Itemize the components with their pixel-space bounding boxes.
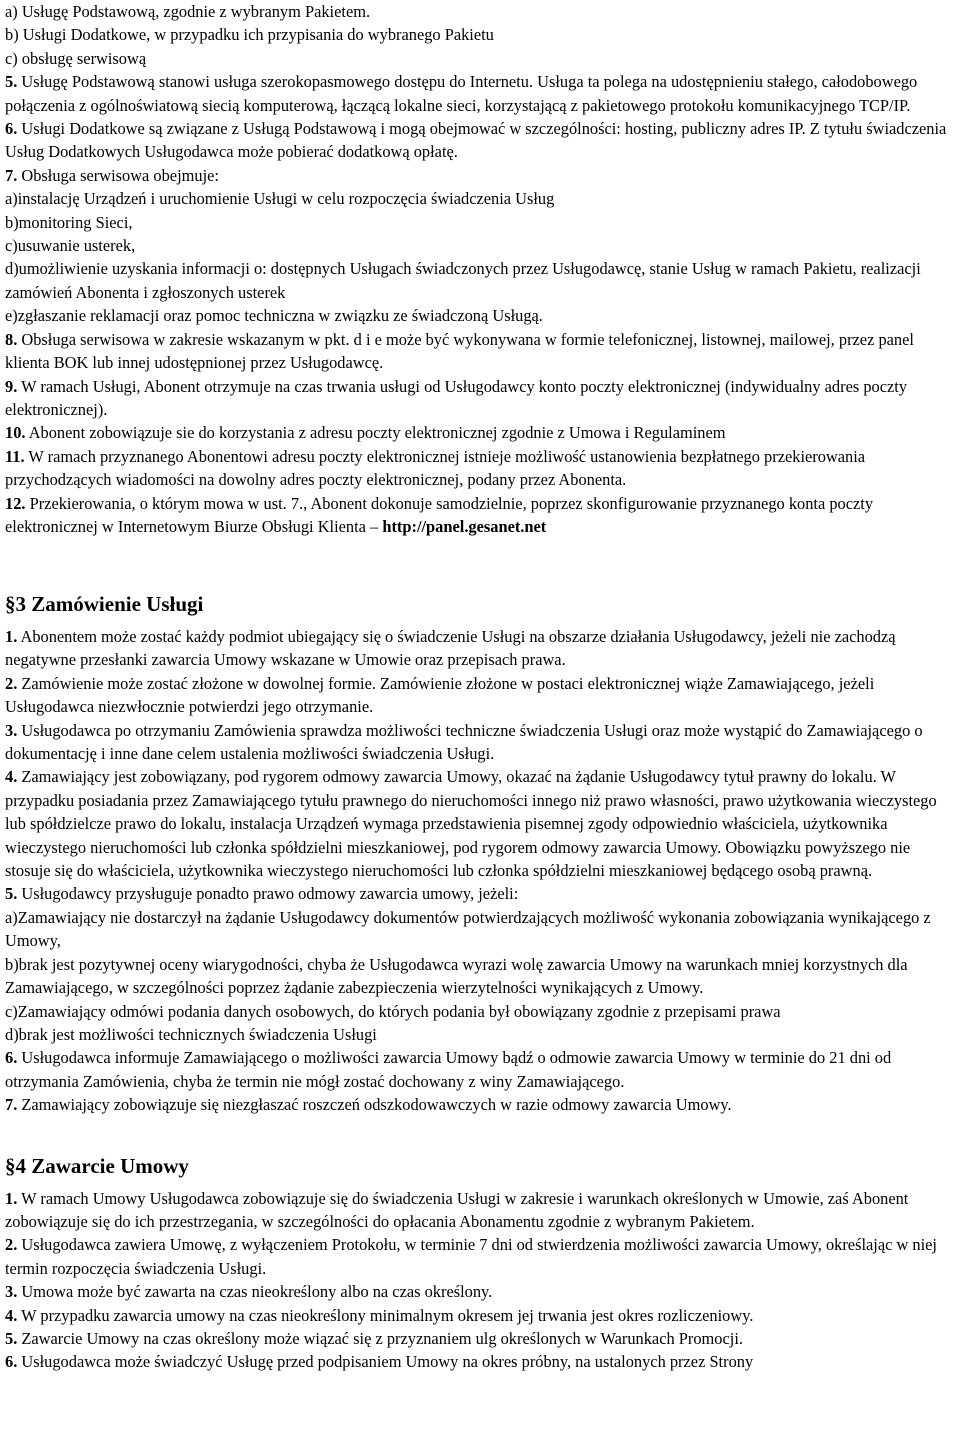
paragraph-text: b) Usługi Dodatkowe, w przypadku ich przypisania do wybranego Pakietu: [5, 25, 494, 45]
paragraph: [5, 23, 958, 46]
paragraph: [5, 625, 958, 672]
paragraph-text: Abonentem może zostać każdy podmiot ubiegający się o świadczenie Usługi na obszarze działania Usługodawcy, jeżeli nie zachodzą negatywne przesłanki zawarcia Umowy wskazane w Umowie oraz przepisach prawa.: [5, 627, 896, 670]
paragraph-number: 8.: [5, 329, 18, 349]
paragraph-text: Usługodawca zawiera Umowę, z wyłączeniem Protokołu, w terminie 7 dni od stwierdzenia możliwości zawarcia Umowy, określając w niej termin rozpoczęcia świadczenia Usługi.: [5, 1235, 937, 1278]
paragraph-number: 1.: [5, 1188, 18, 1208]
paragraph: [5, 257, 958, 304]
paragraph-text: Zamówienie może zostać złożone w dowolnej formie. Zamówienie złożone w postaci elektronicznej wiąże Zamawiającego, jeżeli Usługodawca niezwłocznie potwierdzi jego otrzymanie.: [5, 673, 875, 717]
paragraph: [5, 375, 958, 422]
paragraph-number: 9.: [5, 376, 18, 396]
paragraph-text: Usługi Dodatkowe są związane z Usługą Podstawową i mogą obejmować w szczególności: hosting, publiczny adres IP. Z tytułu świadczenia Usług Dodatkowych Usługodawca może pobierać dodatkową opłatę.: [5, 119, 947, 162]
paragraph: [5, 234, 958, 257]
paragraph-text: c)Zamawiający odmówi podania danych osobowych, do których podania był obowiązany zgodnie z przepisami prawa: [5, 1001, 781, 1021]
paragraph: [5, 1327, 958, 1350]
paragraph-text: Usługodawca po otrzymaniu Zamówienia sprawdza możliwości techniczne świadczenia Usługi oraz może wystąpić do Zamawiającego o dokumentację i inne dane celem ustalenia możliwości świadczenia Usługi.: [5, 720, 923, 764]
paragraph-number: 2.: [5, 673, 18, 693]
paragraph-number: 5.: [5, 1328, 18, 1348]
paragraph-number: 6.: [5, 1048, 18, 1068]
paragraph: [5, 1233, 958, 1280]
panel-link[interactable]: http://panel.gesanet.net: [382, 516, 547, 536]
paragraph: [5, 47, 958, 70]
paragraph: [5, 882, 958, 905]
paragraph-text: Usługę Podstawową stanowi usługa szerokopasmowego dostępu do Internetu. Usługa ta polega na udostępnieniu stałego, całodobowego połączenia z ogólnoświatową siecią komputerową, łączącą lokalne sieci, korzystającą z pakietowego protokołu komunikacyjnego TCP/IP.: [5, 72, 918, 115]
paragraph-text: W ramach przyznanego Abonentowi adresu poczty elektronicznej istnieje możliwość ustanowienia bezpłatnego przekierowania przychodzących wiadomości na dowolny adres poczty elektronicznej, podany przez Abonenta.: [5, 446, 866, 490]
paragraph-number: 6.: [5, 119, 18, 139]
paragraph-text: c)usuwanie usterek,: [5, 236, 136, 256]
paragraph: [5, 328, 958, 375]
paragraph-number: 11.: [5, 446, 25, 466]
paragraph: [5, 187, 958, 210]
paragraph: [5, 211, 958, 234]
paragraph-text: b)brak jest pozytywnej oceny wiarygodności, chyba że Usługodawca wyrazi wolę zawarcia Umowy na warunkach mniej korzystnych dla Zamawiającego, w szczególności poprzez żądanie zabezpieczenia wierzytelności wynikających z Umowy.: [5, 954, 908, 998]
paragraph-text: Zamawiający jest zobowiązany, pod rygorem odmowy zawarcia Umowy, okazać na żądanie Usługodawcy tytuł prawny do lokalu. W przypadku posiadania przez Zamawiającego tytułu prawnego do nieruchomości innego niż prawo własności, prawo użytkowania wieczystego lub spółdzielcze prawo do lokalu, instalacja Urządzeń wymaga przedstawienia pisemnej zgody odpowiednio właściciela, użytkownika wieczystego nieruchomości lub członka spółdzielni mieszkaniowej, pod rygorem odmowy zawarcia Umowy. Obowiązku powyższego nie stosuje się do właściciela, użytkownika wieczystego nieruchomości lub członka spółdzielni mieszkaniowej będącego osobą prawną.: [5, 767, 937, 881]
paragraph-number: 7.: [5, 1095, 18, 1115]
section-heading-order: §3 Zamówienie Usługi: [5, 592, 204, 616]
paragraph: [5, 445, 958, 492]
paragraph: [5, 1000, 958, 1023]
paragraph: [5, 70, 958, 117]
paragraph-number: 4.: [5, 1305, 18, 1325]
paragraph-text: b)monitoring Sieci,: [5, 212, 133, 232]
paragraph: [5, 1046, 958, 1093]
paragraph-text: Usługodawcy przysługuje ponadto prawo odmowy zawarcia umowy, jeżeli:: [17, 884, 519, 904]
paragraph-number: 3.: [5, 720, 18, 740]
paragraph-text: Zawarcie Umowy na czas określony może wiązać się z przyznaniem ulg określonych w Warunkach Promocji.: [17, 1328, 743, 1348]
paragraph-number: 7.: [5, 165, 18, 185]
paragraph-number: 6.: [5, 1352, 18, 1372]
paragraph: [5, 906, 958, 953]
paragraph: [5, 0, 958, 23]
paragraph-text: Obsługa serwisowa w zakresie wskazanym w pkt. d i e może być wykonywana w formie telefonicznej, listownej, mailowej, przez panel klienta BOK lub innej udostępnionej przez Usługodawcę.: [5, 329, 914, 373]
paragraph-list: [5, 1187, 958, 1374]
paragraph: [5, 1350, 958, 1373]
section-heading-agreement: §4 Zawarcie Umowy: [5, 1153, 189, 1178]
paragraph-forwarding: [5, 492, 958, 539]
paragraph-number: 1.: [5, 627, 18, 646]
paragraph-list: [5, 625, 958, 1117]
paragraph-number: 5.: [5, 884, 18, 904]
paragraph-text: W ramach Usługi, Abonent otrzymuje na czas trwania usługi od Usługodawcy konto poczty elektronicznej (indywidualny adres poczty elektronicznej).: [5, 376, 908, 419]
paragraph-number: 2.: [5, 1235, 18, 1255]
paragraph: [5, 1187, 958, 1234]
paragraph-text: W ramach Umowy Usługodawca zobowiązuje się do świadczenia Usługi w zakresie i warunkach określonych w Umowie, zaś Abonent zobowiązuje się do ich przestrzegania, w szczególności do opłacania Abonamentu zgodnie z wybranym Pakietem.: [5, 1188, 909, 1231]
paragraph-number: 3.: [5, 1282, 18, 1302]
paragraph: [5, 304, 958, 327]
paragraph-text: Abonent zobowiązuje sie do korzystania z adresu poczty elektronicznej zgodnie z Umowa i Regulaminem: [25, 423, 726, 443]
paragraph-text: a)instalację Urządzeń i uruchomienie Usługi w celu rozpoczęcia świadczenia Usług: [5, 189, 555, 209]
paragraph: [5, 1093, 958, 1116]
paragraph-number: 4.: [5, 767, 18, 787]
paragraph-text: c) obsługę serwisową: [5, 48, 147, 68]
paragraph-text: Usługodawca może świadczyć Usługę przed podpisaniem Umowy na okres próbny, na ustalonych przez Strony: [17, 1352, 754, 1372]
paragraph: [5, 1023, 958, 1046]
paragraph-text: Umowa może być zawarta na czas nieokreślony albo na czas określony.: [17, 1282, 493, 1302]
paragraph-text: d)umożliwienie uzyskania informacji o: dostępnych Usługach świadczonych przez Usługodawcę, stanie Usług w ramach Pakietu, realizacji zamówień Abonenta i zgłoszonych usterek: [5, 259, 921, 302]
paragraph-text: e)zgłaszanie reklamacji oraz pomoc techniczna w związku ze świadczoną Usługą.: [5, 306, 543, 326]
paragraph: [5, 765, 958, 882]
paragraph-text: d)brak jest możliwości technicznych świadczenia Usługi: [5, 1024, 377, 1044]
section-order: [5, 625, 958, 1117]
paragraph-list: [5, 0, 958, 492]
paragraph: [5, 164, 958, 187]
paragraph-text: W przypadku zawarcia umowy na czas nieokreślony minimalnym okresem jej trwania jest okres rozliczeniowy.: [17, 1305, 754, 1325]
paragraph: [5, 117, 958, 164]
section-agreement: [5, 1187, 958, 1374]
paragraph: [5, 1304, 958, 1327]
paragraph-text: Obsługa serwisowa obejmuje:: [17, 165, 219, 185]
paragraph: [5, 421, 958, 444]
paragraph: [5, 719, 958, 766]
paragraph-text: a)Zamawiający nie dostarczył na żądanie Usługodawcy dokumentów potwierdzających możliwość wykonania zobowiązania wynikającego z Umowy,: [5, 907, 931, 951]
paragraph-number: 12.: [5, 493, 26, 513]
section-service-scope: [5, 0, 958, 555]
paragraph: [5, 672, 958, 719]
paragraph-number: 10.: [5, 423, 26, 443]
paragraph-text: Przekierowania, o którym mowa w ust. 7., Abonent dokonuje samodzielnie, poprzez skonfigurowanie przyznanego konta poczty elektronicznej w Internetowym Biurze Obsługi Klienta –: [5, 493, 874, 536]
paragraph-number: 5.: [5, 72, 18, 92]
paragraph-text: Usługodawca informuje Zamawiającego o możliwości zawarcia Umowy bądź o odmowie zawarcia Umowy w terminie do 21 dni od otrzymania Zamówienia, chyba że termin nie mógł zostać dochowany z winy Zamawiającego.: [5, 1048, 892, 1091]
paragraph: [5, 1280, 958, 1303]
paragraph: [5, 953, 958, 1000]
paragraph-text: Zamawiający zobowiązuje się niezgłaszać roszczeń odszkodowawczych w razie odmowy zawarcia Umowy.: [17, 1095, 732, 1115]
paragraph-text: a) Usługę Podstawową, zgodnie z wybranym Pakietem.: [5, 2, 371, 21]
